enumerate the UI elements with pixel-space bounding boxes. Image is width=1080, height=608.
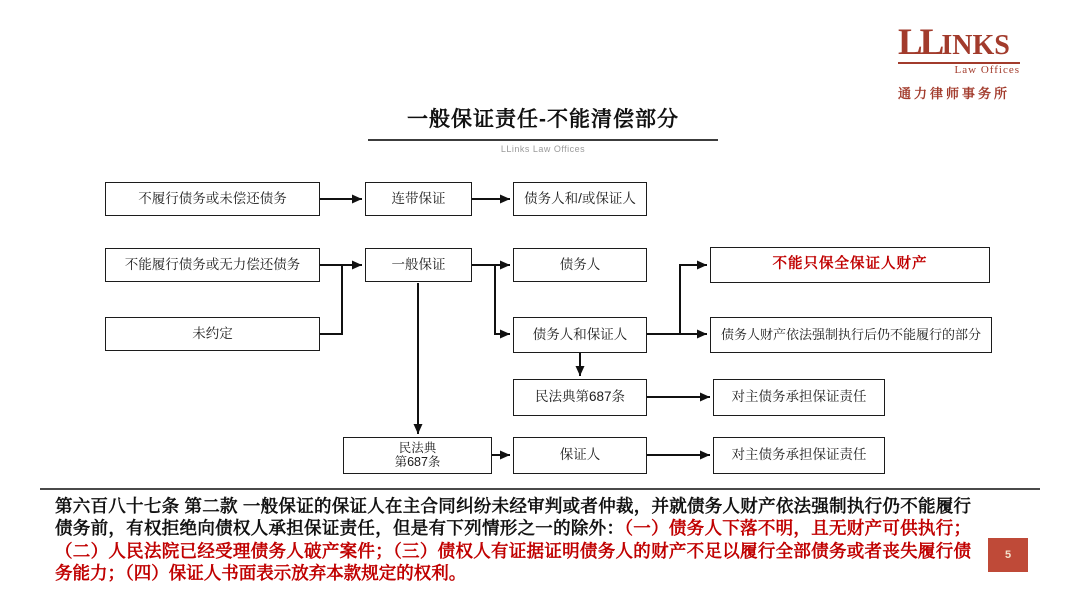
- llinks-logo: [898, 24, 1020, 102]
- logo-wordmark-ll: LL: [898, 22, 942, 63]
- civil-code-line2: 第687条: [394, 454, 441, 469]
- flow-node-unable-to-perform: 不能履行债务或无力偿还债务: [105, 248, 320, 282]
- connector-debtorandguarantor-up-to-redbox: [680, 265, 707, 334]
- flow-node-non-performance: 不履行债务或未偿还债务: [105, 182, 320, 216]
- flow-node-civil-code-687: 民法典第687条: [513, 379, 647, 416]
- flow-node-bear-liability-1: 对主债务承担保证责任: [713, 379, 885, 416]
- page-number-badge: 5: [988, 538, 1028, 572]
- flow-node-debtor: 债务人: [513, 248, 647, 282]
- flow-node-general-guarantee: 一般保证: [365, 248, 472, 282]
- logo-wordmark: [898, 24, 1020, 64]
- footnote-statute: [55, 495, 971, 584]
- flow-node-debtor-and-guarantor: 债务人和保证人: [513, 317, 647, 353]
- logo-wordmark-inks: INKS: [941, 30, 1010, 61]
- connector-notagreed-elbow: [320, 265, 342, 334]
- civil-code-line1: 民法典: [398, 440, 437, 455]
- flow-node-not-agreed: 未约定: [105, 317, 320, 351]
- title-watermark: LLinks Law Offices: [500, 144, 586, 154]
- footnote-exceptions-red-text: （一）债务人下落不明，且无财产可供执行；（二）人民法院已经受理债务人破产案件；（三）债权人有证据证明债务人的财产不足以履行全部债务或者丧失履行债务能力；（四）保证人书面表示放弃本款规定的权利。: [55, 518, 972, 583]
- flow-node-civil-code-687-two-line: [343, 437, 492, 474]
- flow-node-bear-liability-2: 对主债务承担保证责任: [713, 437, 885, 474]
- title-block: [368, 103, 718, 154]
- page-title: 一般保证责任-不能清偿部分: [368, 103, 718, 141]
- flow-node-guarantor: 保证人: [513, 437, 647, 474]
- logo-tagline: Law Offices: [954, 64, 1020, 76]
- logo-chinese-name: 通力律师事务所: [898, 86, 1011, 101]
- footnote-statute-black-text: 第六百八十七条 第二款 一般保证的保证人在主合同纠纷未经审判或者仲裁，并就债务人财产依法强制执行仍不能履行债务前，有权拒绝向债权人承担保证责任，但是有下列情形之一的除外：: [55, 496, 971, 539]
- flow-node-unperformed-portion: 债务人财产依法强制执行后仍不能履行的部分: [710, 317, 992, 353]
- footnote-divider: [40, 488, 1040, 490]
- flow-node-joint-guarantee: 连带保证: [365, 182, 472, 216]
- flow-node-debtor-andor-guarantor: 债务人和/或保证人: [513, 182, 647, 216]
- connector-generalguarantee-to-debtorandguarantor: [495, 265, 510, 334]
- flow-node-cannot-only-preserve-guarantor-assets: 不能只保全保证人财产: [710, 247, 990, 283]
